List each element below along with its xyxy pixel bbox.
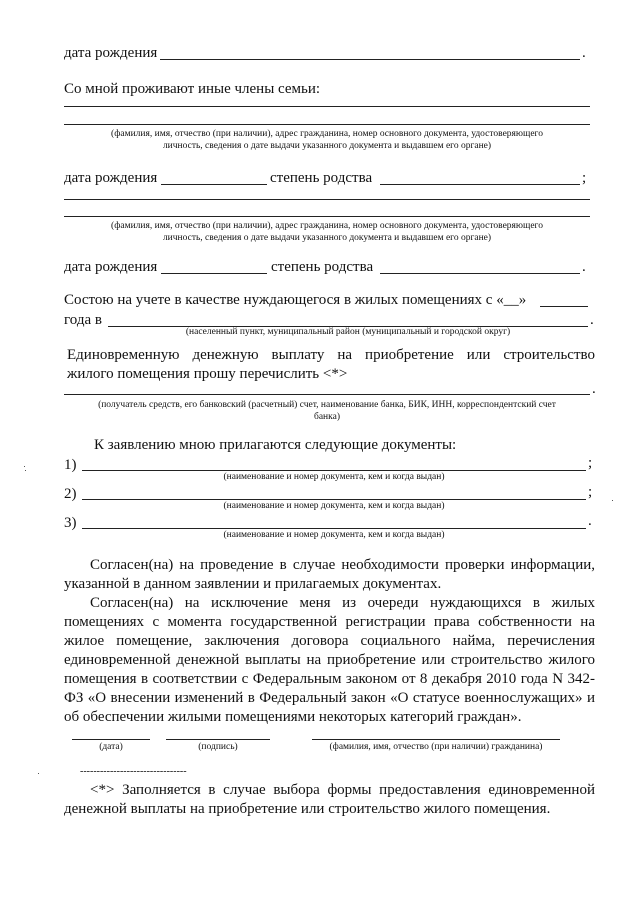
document-caption: (наименование и номер документа, кем и когда выдан) bbox=[223, 472, 445, 482]
period: . bbox=[592, 381, 596, 397]
document-number: 3) bbox=[64, 515, 77, 531]
birth-date-label: дата рождения bbox=[64, 259, 158, 275]
attachments-label: К заявлению мною прилагаются следующие документы: bbox=[94, 437, 457, 453]
scan-speck bbox=[25, 470, 26, 471]
consent-2-line: единовременной денежной выплаты на приобретение или строительство жилого bbox=[64, 652, 595, 668]
full-name-field[interactable] bbox=[312, 739, 560, 740]
consent-1-line: Согласен(на) на проведение в случае необходимости проверки информации, bbox=[90, 557, 595, 573]
document-number: 2) bbox=[64, 486, 77, 502]
full-name-caption: (фамилия, имя, отчество (при наличии) гражданина) bbox=[329, 742, 543, 752]
footnote-separator: -------------------------------- bbox=[80, 766, 187, 777]
consent-2-line: помещениях с момента государственной регистрации права собственности на bbox=[64, 614, 595, 630]
year-in-label: года в bbox=[64, 312, 102, 328]
birth-date-field[interactable] bbox=[161, 184, 267, 185]
date-field[interactable] bbox=[72, 739, 150, 740]
family-member-caption-2: личность, сведения о дате выдачи указанного документа и выдавшем его органе) bbox=[162, 141, 492, 151]
relation-label: степень родства bbox=[271, 259, 374, 275]
footnote-line: <*> Заполняется в случае выбора формы предоставления единовременной bbox=[90, 782, 595, 798]
settlement-caption: (населенный пункт, муниципальный район (муниципальный и городской округ) bbox=[185, 327, 511, 337]
recipient-field[interactable] bbox=[64, 394, 590, 395]
recipient-caption: (получатель средств, его банковский (расчетный) счет, наименование банка, БИК, ИНН, корреспондентский счет bbox=[98, 400, 556, 410]
consent-2-line: жилое помещение, заключения договора социального найма, перечисления bbox=[64, 633, 595, 649]
consent-2-line: ФЗ «О внесении изменений в Федеральный закон «О статусе военнослужащих» и bbox=[64, 690, 595, 706]
consent-2-line: об обеспечении жилыми помещениями некоторых категорий граждан». bbox=[64, 709, 522, 725]
footnote-line: денежной выплаты на приобретение или строительство жилого помещения. bbox=[64, 801, 551, 817]
document-number: 1) bbox=[64, 457, 77, 473]
family-member-caption-2: личность, сведения о дате выдачи указанного документа и выдавшем его органе) bbox=[162, 233, 492, 243]
consent-2-line: Согласен(на) на исключение меня из очереди нуждающихся в жилых bbox=[90, 595, 595, 611]
birth-date-field[interactable] bbox=[160, 59, 580, 60]
family-member-caption: (фамилия, имя, отчество (при наличии), адрес гражданина, номер основного документа, удостоверяющего bbox=[111, 221, 543, 231]
registration-text: Состою на учете в качестве нуждающегося в жилых помещениях с «__» bbox=[64, 292, 527, 308]
document-caption: (наименование и номер документа, кем и когда выдан) bbox=[223, 501, 445, 511]
signature-caption: (подпись) bbox=[198, 742, 238, 752]
birth-date-label: дата рождения bbox=[64, 45, 158, 61]
payment-line-1: Единовременную денежную выплату на приобретение или строительство bbox=[67, 347, 595, 363]
birth-date-label: дата рождения bbox=[64, 170, 158, 186]
consent-2-line: помещения в соответствии с Федеральным законом от 8 декабря 2010 года N 342- bbox=[64, 671, 595, 687]
family-member-field-2a[interactable] bbox=[64, 199, 590, 200]
relation-field[interactable] bbox=[380, 273, 580, 274]
period: . bbox=[588, 513, 592, 529]
consent-1-line: указанной в данном заявлении и прилагаемых документах. bbox=[64, 576, 442, 592]
date-caption: (дата) bbox=[99, 742, 123, 752]
period: . bbox=[590, 312, 594, 328]
family-member-field-2b[interactable] bbox=[64, 216, 590, 217]
family-member-field-1b[interactable] bbox=[64, 124, 590, 125]
recipient-caption-2: банка) bbox=[314, 412, 340, 422]
registration-date-field[interactable] bbox=[540, 306, 588, 307]
scan-speck bbox=[38, 773, 39, 774]
payment-line-2: жилого помещения прошу перечислить <*> bbox=[67, 366, 348, 382]
relation-label: степень родства bbox=[270, 170, 373, 186]
semicolon: ; bbox=[588, 455, 593, 471]
document-caption: (наименование и номер документа, кем и когда выдан) bbox=[223, 530, 445, 540]
family-members-label: Со мной проживают иные члены семьи: bbox=[64, 81, 321, 97]
family-member-caption: (фамилия, имя, отчество (при наличии), адрес гражданина, номер основного документа, удостоверяющего bbox=[111, 129, 543, 139]
period: . bbox=[582, 259, 586, 275]
signature-field[interactable] bbox=[166, 739, 270, 740]
family-member-field-1a[interactable] bbox=[64, 106, 590, 107]
relation-field[interactable] bbox=[380, 184, 580, 185]
period: . bbox=[582, 45, 586, 61]
semicolon: ; bbox=[582, 170, 587, 186]
scan-speck bbox=[612, 500, 613, 501]
birth-date-field[interactable] bbox=[161, 273, 267, 274]
semicolon: ; bbox=[588, 484, 593, 500]
scan-speck bbox=[24, 466, 25, 467]
